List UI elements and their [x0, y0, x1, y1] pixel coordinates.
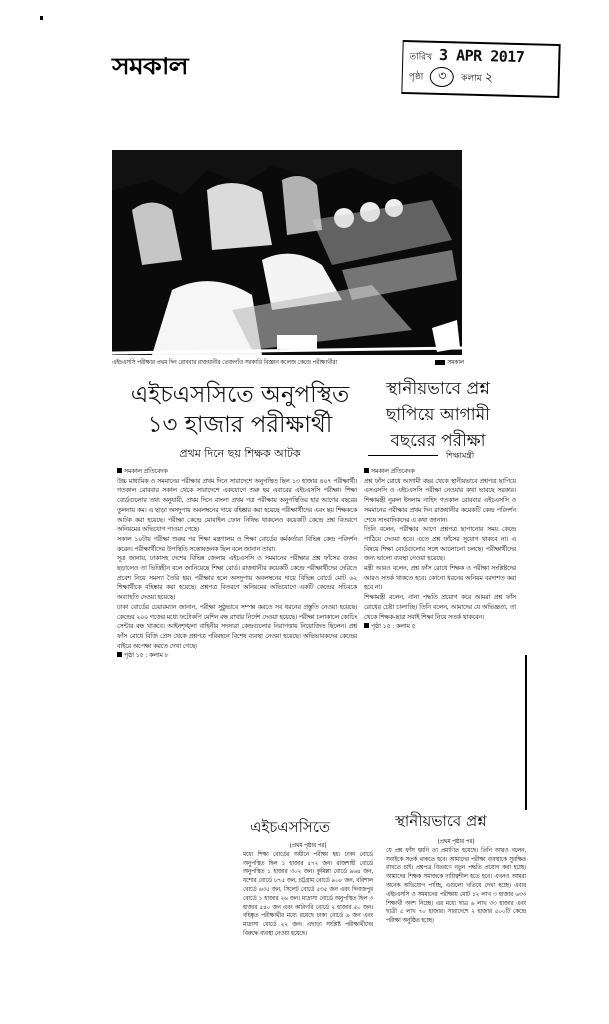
news-photo-exam-hall — [112, 150, 462, 355]
stamp-date-label: তারিখ — [409, 52, 433, 63]
continuation1-text: মধ্যে শিক্ষা বোর্ডের অধীনে পরীক্ষা হয়। ঢাকা বোর্ডে অনুপস্থিত ছিল ১ হাজার ৫৭২ জন। রাজশাহী বোর্ডে অনুপস্থিত ১ হাজার ৩০২ জন। কুমিল্লা বোর্ডে ৯৬৪ জন, যশোর বোর্ডে ৮৭৫ জন, চট্টগ্রাম বোর্ডে ৯০৮ জন, বরিশাল বোর্ডে ৬৩৫ জন, সিলেট বোর্ডে ৫৩৫ জন এবং দিনাজপুর বোর্ডে ১ হাজার ২৬ জন। মাদ্রাসা বোর্ডে অনুপস্থিত ছিল ৩ হাজার ৫৪০ জন এবং কারিগরি বোর্ডে ২ হাজার ৫০ জন। বহিষ্কৃত পরীক্ষার্থীর মধ্যে রয়েছে ঢাকা বোর্ডে ৯ জন এবং মাদ্রাসা বোর্ডে ২২ জন। এছাড়া সংশ্লিষ্ট পরীক্ষার্থীদের বিরুদ্ধে ব্যবস্থা নেওয়া হয়েছে। — [243, 851, 373, 937]
continuation1-headline: এইচএসসিতে — [250, 818, 331, 836]
dateline-marker-icon — [117, 468, 122, 473]
photo-credit — [435, 357, 464, 368]
continuation1-from-page: (প্রথম পৃষ্ঠার পর) — [289, 843, 327, 849]
article1-body — [117, 467, 357, 805]
article2-headline-line1: স্থানীয়ভাবে প্রশ্ন — [386, 379, 490, 399]
article2-byline: শিক্ষামন্ত্রী — [368, 450, 518, 463]
article1-continued: পৃষ্ঠা ১৫ : কলাম ৮ — [117, 651, 357, 661]
continuation2-headline: স্থানীয়ভাবে প্রশ্ন — [395, 812, 487, 830]
photo-caption-text: এইচএসসি পরীক্ষার প্রথম দিন রোববার রাজধানীর তেজগাঁও সরকারি বিজ্ঞান কলেজ কেন্দ্রে পরীক্ষার্থীরা — [112, 359, 338, 366]
article2-dateline: সমকাল প্রতিবেদক — [364, 467, 516, 477]
byline-rule — [368, 455, 438, 456]
article1-paragraph: ঢাকা বোর্ডের চেয়ারম্যান জানান, পরীক্ষা সুষ্ঠুভাবে সম্পন্ন করতে সব ধরনের প্রস্তুতি নেওয়া হয়েছে। কেন্দ্রের ২০০ গজের মধ্যে ফটোকপি মেশিন বন্ধ রাখার নির্দেশ দেওয়া হয়েছে। পরীক্ষা চলাকালে কোচিং সেন্টার বন্ধ থাকবে। আইনশৃঙ্খলা বাহিনীর সদস্যরা কেন্দ্রগুলোর নিরাপত্তায় নিয়োজিত ছিলেন। প্রশ্ন ফাঁস রোধে বিজি প্রেস থেকে প্রশ্নপত্র পরিবহনে বিশেষ ব্যবস্থা নেওয়া হয়েছে। অভিভাবকদের কেন্দ্রের বাইরে অপেক্ষা করতে দেখা গেছে। — [117, 603, 357, 650]
article2-headline-line2: ছাপিয়ে আগামী — [385, 405, 491, 425]
stamp-column-label: কলাম — [460, 73, 482, 85]
stamp-column-number: ২ — [484, 70, 494, 86]
article1-paragraph: সূত্র জানায়, ঢাকাসহ দেশের বিভিন্ন জেলায় এইচএসসি ও সমমানের পরীক্ষার প্রশ্ন ফাঁসের গুজব ছড়ালেও তা ভিত্তিহীন বলে জানিয়েছে শিক্ষা বোর্ড। রাজধানীর কয়েকটি কেন্দ্রে পরীক্ষার্থীদের দেরিতে প্রবেশ নিয়ে সমস্যা তৈরি হয়। পরীক্ষার হলে অসদুপায় অবলম্বনের দায়ে বিভিন্ন বোর্ডে মোট ৬২ শিক্ষার্থীকে বহিষ্কার করা হয়েছে। প্রশ্নপত্র বিতরণে অনিয়মের অভিযোগে একটি কেন্দ্রের সচিবকে অব্যাহতি দেওয়া হয়েছে। — [117, 555, 357, 602]
scan-speck — [40, 16, 43, 20]
stamp-page-number: ৩ — [430, 67, 455, 88]
article1-headline-line2: ১৩ হাজার পরীক্ষার্থী — [147, 412, 333, 438]
article1-headline — [125, 380, 355, 440]
article1-headline-line1: এইচএসসিতে অনুপস্থিত — [130, 382, 350, 408]
continued-marker-icon — [364, 623, 369, 628]
article1-paragraph: উচ্চ মাধ্যমিক ও সমমানের পরীক্ষার প্রথম দিনে সারাদেশে অনুপস্থিত ছিল ১৩ হাজার ৪০৭ পরীক্ষার্থী। গতকাল রোববার সকাল থেকে সারাদেশে একযোগে শুরু হয় এবারের এইচএসসি পরীক্ষা। শিক্ষা বোর্ডগুলোর তথ্য অনুযায়ী, প্রথম দিনে বাংলা প্রথম পত্র পরীক্ষায় অনুপস্থিতির হার আগের বছরের তুলনায় কম। এ ছাড়া অসদুপায় অবলম্বনের দায়ে বহিষ্কার করা হয়েছে পরীক্ষার্থীদের এবং ছয় শিক্ষককে আটক করা হয়েছে। পরীক্ষা কেন্দ্রে মোবাইল ফোন নিষিদ্ধ থাকলেও কয়েকটি কেন্দ্রে প্রশ্ন বিতরণে অনিয়মের অভিযোগ পাওয়া গেছে। — [117, 477, 357, 534]
article2-paragraph: তিনি বলেন, পরীক্ষার আগে প্রশ্নপত্র ছাপানোর সময় কেন্দ্রে পাঠিয়ে দেওয়া হবে। এতে প্রশ্ন ফাঁসের সুযোগ থাকবে না। এ বিষয়ে শিক্ষা বোর্ডগুলোর সঙ্গে আলোচনা চলছে। পরীক্ষার্থীদের জন্য ভালো ব্যবস্থা নেওয়া হয়েছে। — [364, 526, 516, 563]
article1-paragraph: সকাল ১০টায় পরীক্ষা শুরুর পর শিক্ষা মন্ত্রণালয় ও শিক্ষা বোর্ডের কর্মকর্তারা বিভিন্ন কেন্দ্র পরিদর্শন করেন। পরীক্ষার্থীদের উপস্থিতি সন্তোষজনক ছিল বলে জানান তারা। — [117, 535, 357, 553]
article2-paragraph: মন্ত্রী আরও বলেন, প্রশ্ন ফাঁস রোধে শিক্ষক ও পরীক্ষা সংশ্লিষ্টদের আরও সতর্ক থাকতে হবে। কোনো ধরনের অনিয়ম বরদাশত করা হবে না। — [364, 565, 516, 592]
credit-marker-icon — [435, 360, 445, 365]
newspaper-masthead: সমকাল — [112, 53, 188, 80]
article2-continued: পৃষ্ঠা ১৫ : কলাম ৫ — [364, 622, 516, 632]
dateline-marker-icon — [364, 468, 369, 473]
photo-halftone — [112, 150, 462, 355]
article1-subheadline: প্রথম দিনে ছয় শিক্ষক আটক — [179, 447, 301, 460]
article2-headline — [368, 376, 508, 454]
continuation2-text: যে প্রশ্ন ফাঁস হয়নি তা প্রমাণিত হয়েছে। তিনি আরও বলেন, সবাইকে সতর্ক থাকতে হবে। আমাদের পরীক্ষা ব্যবস্থাকে সুরক্ষিত রাখতে চাই। প্রশ্নপত্র বিতরণে নতুন পদ্ধতি প্রয়োগ করা হচ্ছে। আমাদের শিক্ষক সমাজকে দায়িত্বশীল হতে হবে। এখনও আমরা অনেক অভিযোগ পাচ্ছি, এগুলো খতিয়ে দেখা হচ্ছে। এবার এইচএসসি ও সমমানের পরীক্ষায় মোট ১২ লাখ ৩ হাজার ৬৩৩ শিক্ষার্থী অংশ নিচ্ছে। এর মধ্যে ছাত্র ৬ লাখ ৩৩ হাজার এবং ছাত্রী ৫ লাখ ৭০ হাজার। সারাদেশে ২ হাজার ৫০০টি কেন্দ্রে পরীক্ষা অনুষ্ঠিত হচ্ছে। — [386, 847, 526, 925]
article2-body — [364, 467, 516, 805]
article2-paragraph: শিক্ষামন্ত্রী বলেন, নানা পদ্ধতি প্রয়োগ করে আমরা প্রশ্ন ফাঁস রোধের চেষ্টা চালাচ্ছি। তিনি বলেন, আমাদের যে অভিজ্ঞতা, তা থেকে শিক্ষক-ছাত্র সবাই শিক্ষা নিয়ে সতর্ক থাকবেন। — [364, 594, 516, 621]
continuation1-body — [243, 842, 373, 1012]
stamp-date: 3 APR 2017 — [438, 45, 525, 67]
clipping-date-stamp — [401, 40, 560, 98]
article1-dateline: সমকাল প্রতিবেদক — [117, 467, 357, 477]
continued-marker-icon — [117, 652, 122, 657]
continuation2-body — [386, 838, 526, 1013]
continuation2-from-page: (প্রথম পৃষ্ঠার পর) — [437, 839, 475, 845]
article2-headline-line3: বছরের পরীক্ষা — [390, 431, 486, 451]
photo-caption — [112, 357, 464, 368]
photo-credit-text: সমকাল — [447, 359, 464, 366]
column-divider-rule — [525, 655, 527, 810]
stamp-page-label: পৃষ্ঠা — [408, 72, 424, 83]
article2-paragraph: প্রশ্ন ফাঁস রোধে আগামী বছর থেকে স্থানীয়ভাবে প্রশ্নপত্র ছাপিয়ে এসএসসি ও এইচএসসি পরীক্ষা নেওয়ার কথা ভাবছে সরকার। শিক্ষামন্ত্রী নুরুল ইসলাম নাহিদ গতকাল রোববার এইচএসসি ও সমমানের পরীক্ষার প্রথম দিন রাজধানীর কয়েকটি কেন্দ্র পরিদর্শন শেষে সাংবাদিকদের এ কথা জানান। — [364, 477, 516, 524]
